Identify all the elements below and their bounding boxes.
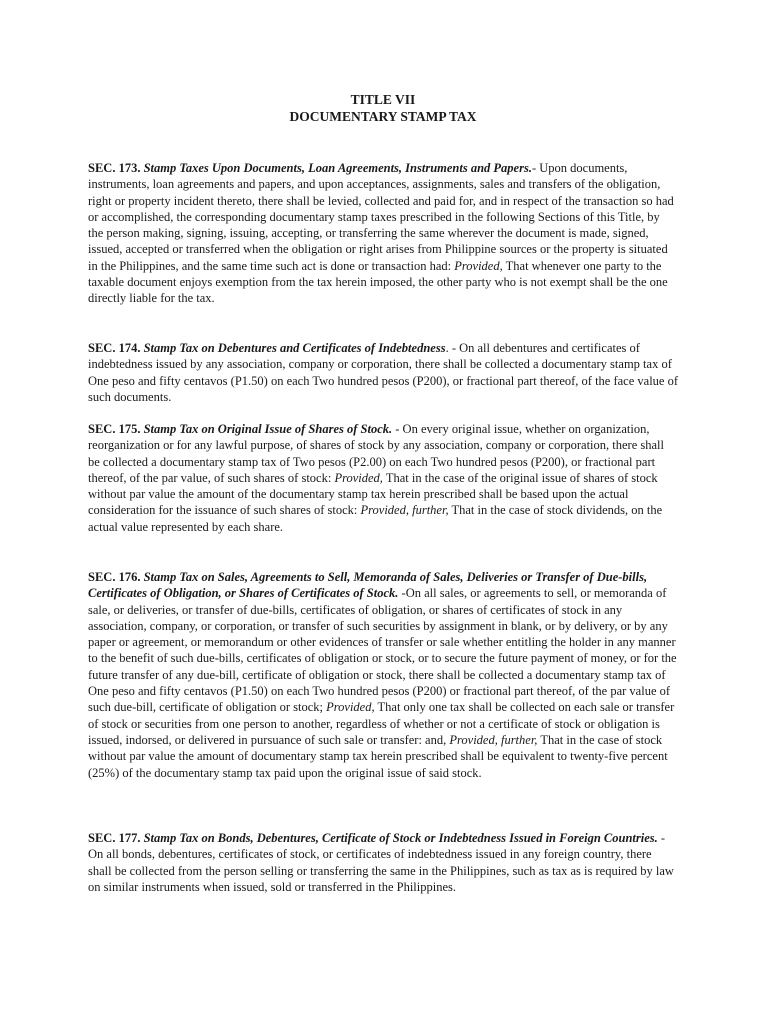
section-heading: Stamp Tax on Sales, Agreements to Sell, Memoranda of Sales, Deliveries or Transfer of Due-bills, Certificates of Obligation, or Shares of Certificates of Stock. (88, 570, 648, 601)
section-heading: Stamp Tax on Original Issue of Shares of Stock. (143, 422, 393, 436)
proviso-text: Provided (454, 258, 500, 273)
body-text: -On all sales, or agreements to sell, or memoranda of sale, or deliveries, or transfer of due-bills, certificates of obligation, or shares of certificates of stock in any association, company, or corporation, or transfer of such securities by assignment in blank, or by delivery, or by any paper or agreement, or memorandum or other evidences of transfer or sale whether entitling the holder in any manner to the benefit of such due-bills, certificates of obligation or stock, or to secure the future payment of money, or for the future transfer of any due-bill, certificate of obligation or stock, there shall be collected a documentary stamp tax of One peso and fifty centavos (P1.50) on each Two hundred pesos (P200) or fractional part thereof, of the par value of such due-bill, certificate of obligation or stock; (88, 586, 677, 715)
document-page (88, 91, 679, 894)
body-text: That in the case of stock without par value the amount of documentary stamp tax herein prescribed shall be equivalent to twenty-five percent (25%) of the documentary stamp tax paid upon the original issue of said stock. (88, 732, 668, 780)
body-text: - Upon documents, instruments, loan agreements and papers, and upon acceptances, assignments, sales and transfers of the obligation, right or property incident thereto, there shall be levied, collected and paid for, and in respect of the transaction so had or accomplished, the corresponding documentary stamp taxes prescribed in the following Sections of this Title, by the person making, signing, issuing, accepting, or transferring the same wherever the document is made, signed, issued, accepted or transferred when the obligation or right arises from Philippine sources or the property is situated in the Philippines, and the same time such act is done or transaction had: (88, 161, 674, 273)
body-text: - On all bonds, debentures, certificates of stock, or certificates of indebtedness issued in any foreign country, there shall be collected from the person selling or transferring the same in the Philippines, such as tax as is required by law on similar instruments when issued, sold or transferred in the Philippines. (88, 831, 674, 894)
section-body (88, 161, 674, 305)
section-173 (88, 160, 678, 307)
section-number: SEC. 176. (88, 570, 141, 584)
proviso-text: Provided, (334, 470, 383, 485)
title-heading (88, 91, 678, 125)
title-name: DOCUMENTARY STAMP TAX (289, 109, 477, 124)
section-number: SEC. 173. (88, 161, 141, 175)
proviso-text: Provided (326, 700, 372, 715)
section-177 (88, 830, 678, 895)
title-number: TITLE VII (350, 92, 416, 107)
section-number: SEC. 177. (88, 831, 141, 845)
proviso-text: Provided, further, (360, 503, 449, 518)
section-174 (88, 340, 678, 405)
body-text: . - On all debentures and certificates of indebtedness issued by any association, company or corporation, there shall be collected a documentary stamp tax of One peso and fifty centavos (P1.50) on each Two hundred pesos (P200), or fractional part thereof, of the face value of such documents. (88, 341, 679, 404)
body-text: - On every original issue, whether on organization, reorganization or for any lawful purpose, of shares of stock by any association, company or corporation, there shall be collected a documentary stamp tax of Two pesos (P2.00) on each Two hundred pesos (P200), or fractional part thereof, of the par value, of such shares of stock: (88, 422, 664, 485)
section-176 (88, 569, 678, 781)
section-body (88, 422, 664, 534)
section-number: SEC. 175. (88, 422, 141, 436)
body-text: , That whenever one party to the taxable document enjoys exemption from the tax herein imposed, the other party who is not exempt shall be the one directly liable for the tax. (88, 258, 668, 306)
section-number: SEC. 174. (88, 341, 141, 355)
section-heading: Stamp Tax on Bonds, Debentures, Certificate of Stock or Indebtedness Issued in Foreign Countries. (143, 831, 658, 845)
body-text: That in the case of stock dividends, on the actual value represented by each share. (88, 503, 663, 534)
body-text: That in the case of the original issue of shares of stock without par value the amount of the documentary stamp tax herein prescribed shall be based upon the actual consideration for the issuance of such shares of stock: (88, 470, 658, 518)
proviso-text: Provided, further, (449, 732, 538, 747)
section-body (88, 586, 677, 779)
section-heading: Stamp Tax on Debentures and Certificates of Indebtedness (143, 341, 446, 355)
section-heading: Stamp Taxes Upon Documents, Loan Agreements, Instruments and Papers. (143, 161, 532, 175)
section-175 (88, 421, 678, 535)
body-text: , That only one tax shall be collected on each sale or transfer of stock or securities from one person to another, regardless of whether or not a certificate of stock or obligation is issued, indorsed, or delivered in pursuance of such sale or transfer: and, (88, 700, 675, 747)
